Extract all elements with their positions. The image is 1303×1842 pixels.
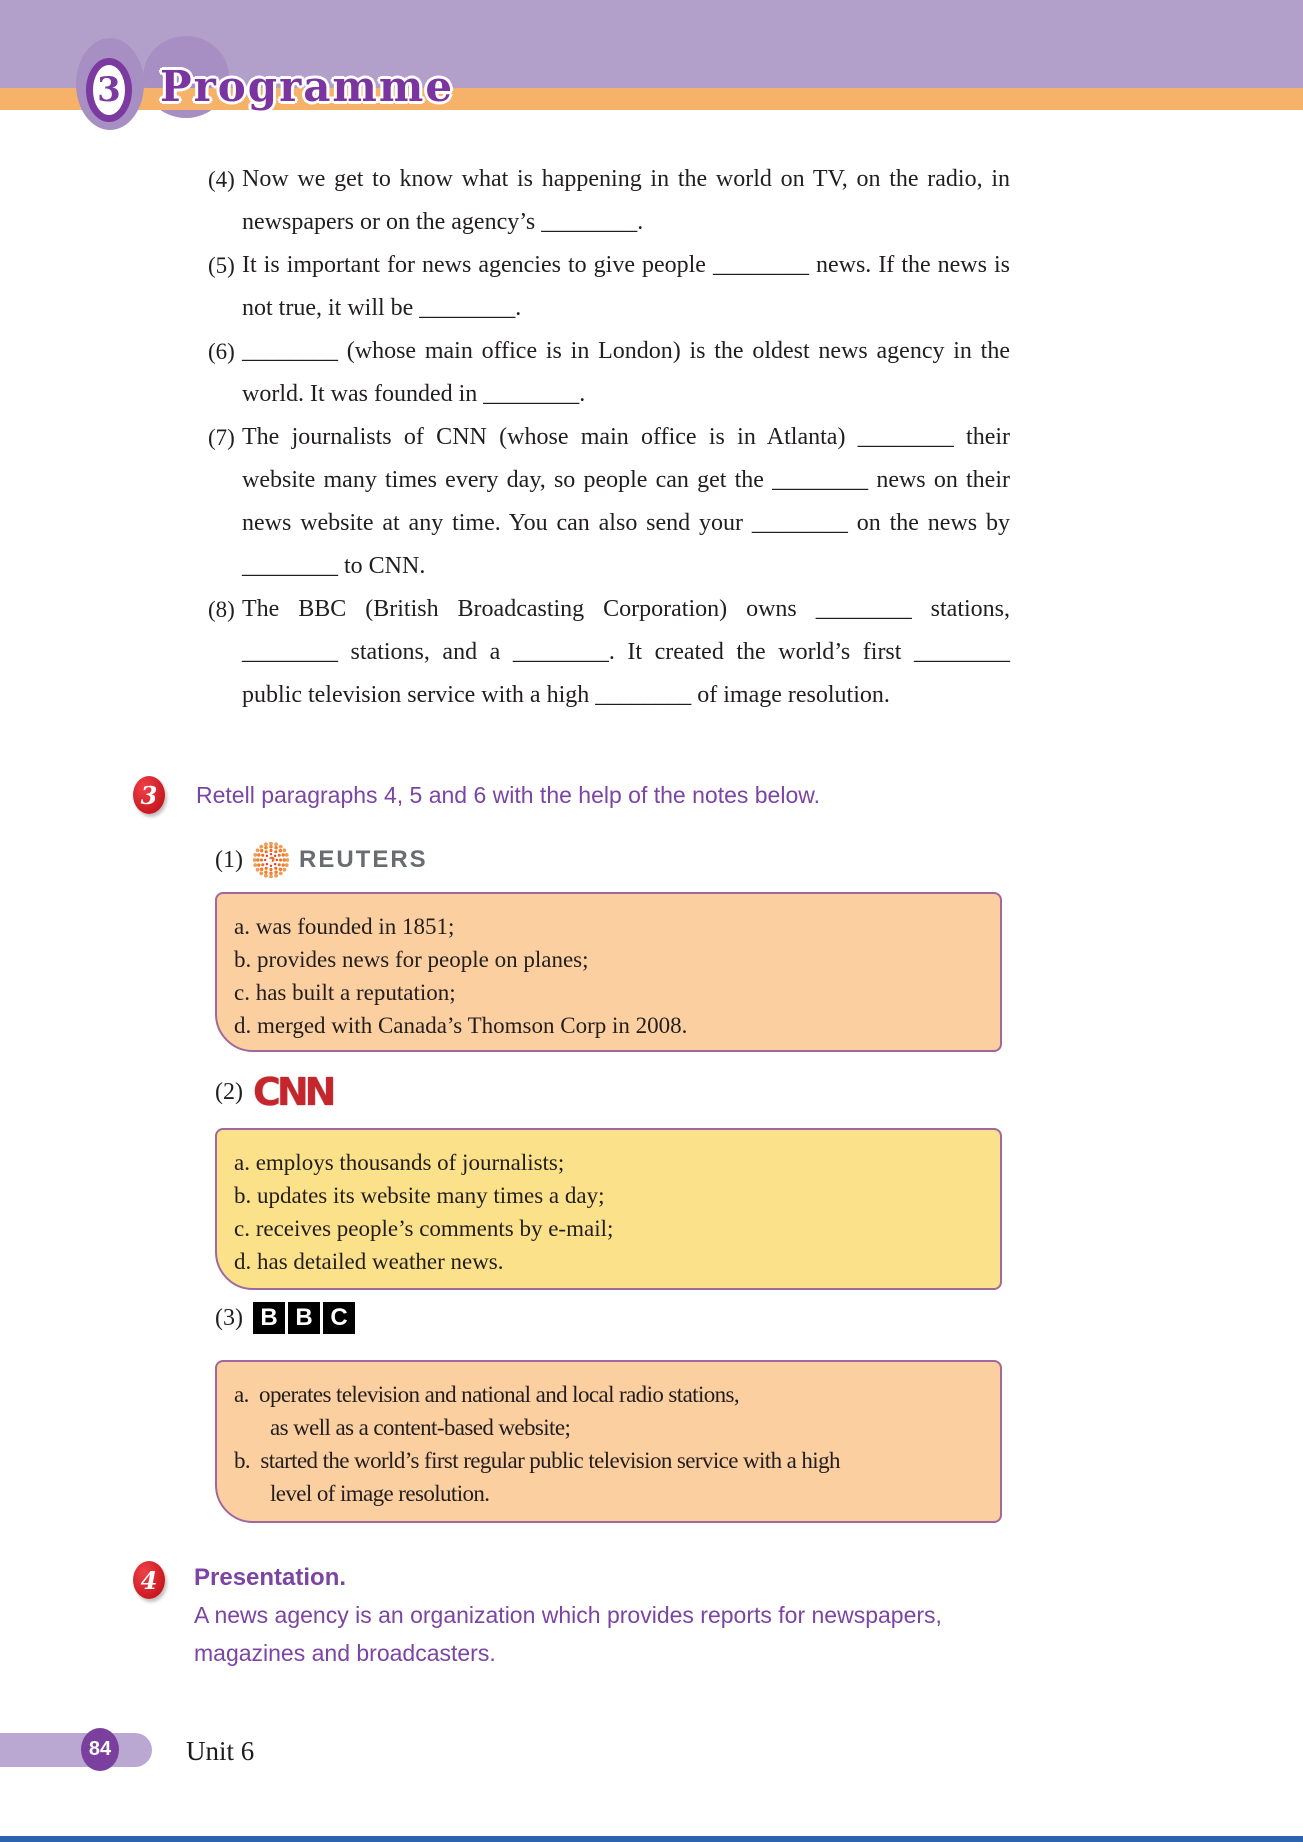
fill-item-8: [208, 588, 1010, 717]
page-number-badge: 84: [81, 1728, 119, 1771]
footer-pill: [0, 1733, 152, 1767]
note-line: a. operates television and national and local radio stations,: [234, 1382, 740, 1407]
exercise-3-badge: 3: [133, 776, 165, 814]
presentation-text-line: A news agency is an organization which provides reports for newspapers,: [194, 1602, 942, 1628]
note-line: as well as a content-based website;: [270, 1415, 571, 1440]
item-number: (4): [208, 167, 235, 192]
reuters-wordmark: REUTERS: [298, 846, 428, 873]
bbc-letter-block: B: [288, 1302, 320, 1334]
item-text: It is important for news agencies to give people ________ news. If the news is not true, it will be ________.: [242, 252, 1010, 321]
entry-number: (3): [215, 1304, 243, 1331]
item-number: (6): [208, 339, 235, 364]
entry-bbc: [215, 1302, 355, 1334]
entry-number: (1): [215, 846, 243, 873]
item-number: (5): [208, 253, 235, 278]
note-line: b. updates its website many times a day;: [234, 1183, 605, 1208]
note-line: c. receives people’s comments by e-mail;: [234, 1216, 614, 1241]
bbc-letter-block: C: [323, 1302, 355, 1334]
item-number: (8): [208, 597, 235, 622]
note-line: a. was founded in 1851;: [234, 914, 455, 939]
unit-number-badge: 3: [86, 58, 132, 122]
bbc-logo: [253, 1302, 355, 1334]
bbc-note-box: [215, 1360, 1002, 1523]
presentation-title: Presentation.: [194, 1564, 347, 1591]
reuters-note-box: [215, 892, 1002, 1052]
fill-item-4: [208, 158, 1010, 244]
entry-reuters: [215, 842, 428, 878]
entry-cnn: [215, 1072, 332, 1112]
item-text: The BBC (British Broadcasting Corporation) owns ________ stations, ________ stations, and a ________. It created the world’s first ________ public television service with a high ________ of image resolution.: [242, 596, 1010, 708]
fill-item-6: [208, 330, 1010, 416]
cnn-note-box: [215, 1128, 1002, 1290]
item-text: ________ (whose main office is in London) is the oldest news agency in the world. It was founded in ________.: [242, 338, 1010, 407]
note-line: c. has built a reputation;: [234, 980, 456, 1005]
cnn-logo: CNN: [252, 1070, 333, 1114]
fill-in-items: [208, 158, 1010, 717]
note-line: a. employs thousands of journalists;: [234, 1150, 565, 1175]
note-line: b. started the world’s first regular public television service with a high: [234, 1448, 840, 1473]
bbc-letter-block: B: [253, 1302, 285, 1334]
note-line: d. has detailed weather news.: [234, 1249, 504, 1274]
exercise-4-badge: 4: [133, 1561, 165, 1599]
fill-item-7: [208, 416, 1010, 588]
footer-unit-label: Unit 6: [186, 1736, 255, 1766]
note-line: level of image resolution.: [270, 1481, 490, 1506]
exercise-3-instruction: Retell paragraphs 4, 5 and 6 with the help of the notes below.: [196, 782, 820, 808]
page-title: Programme: [160, 62, 455, 111]
item-text: The journalists of CNN (whose main office is in Atlanta) ________ their website many times every day, so people can get the ________ news on their news website at any time. You can also send your ________ on the news by ________ to CNN.: [242, 424, 1010, 579]
note-line: b. provides news for people on planes;: [234, 947, 589, 972]
entry-number: (2): [215, 1078, 243, 1105]
presentation-text-line: magazines and broadcasters.: [194, 1640, 496, 1666]
item-text: Now we get to know what is happening in the world on TV, on the radio, in newspapers or on the agency’s ________.: [242, 166, 1010, 235]
note-line: d. merged with Canada’s Thomson Corp in 2008.: [234, 1013, 688, 1038]
fill-item-5: [208, 244, 1010, 330]
reuters-icon: [253, 842, 289, 878]
bottom-edge-bar: [0, 1836, 1303, 1842]
item-number: (7): [208, 425, 235, 450]
